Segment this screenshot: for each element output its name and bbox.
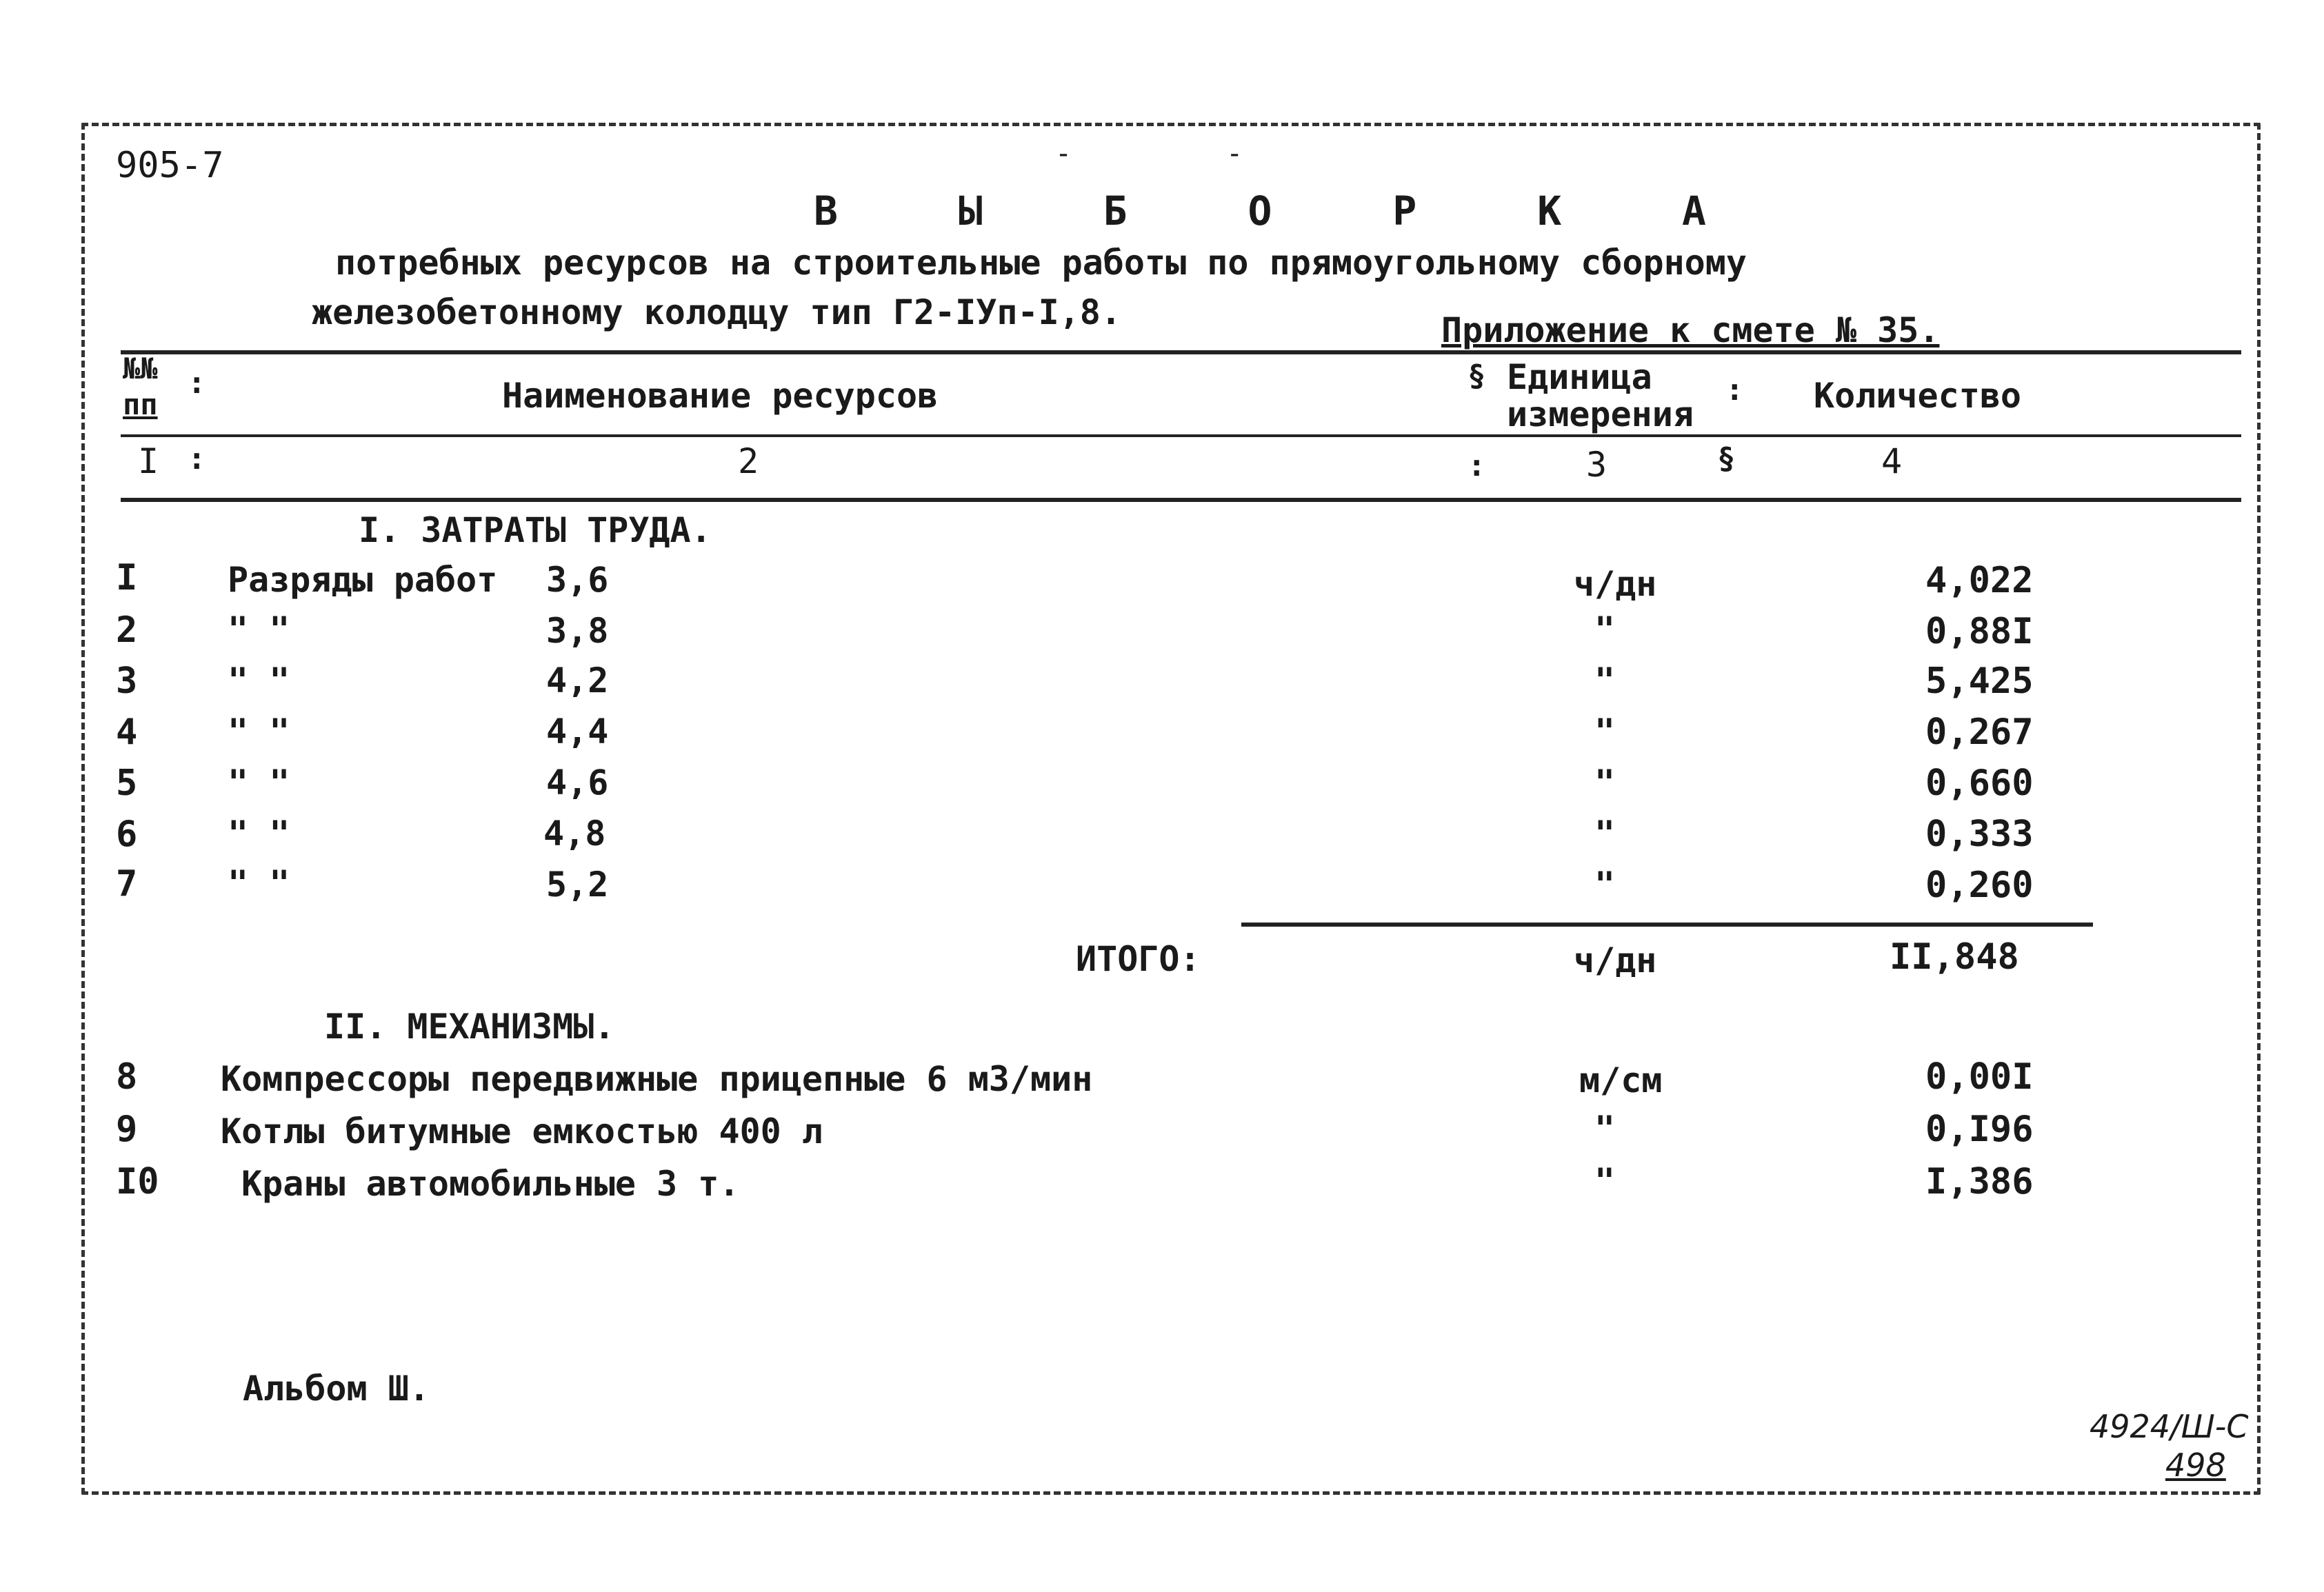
- row-unit: ": [1594, 814, 1616, 854]
- row-unit: м/см: [1579, 1060, 1663, 1100]
- row-number: 3: [116, 661, 138, 702]
- row-number: I: [116, 557, 138, 598]
- row-unit: ": [1594, 712, 1616, 752]
- appendix-reference: Приложение к смете № 35.: [1441, 310, 1940, 350]
- row-name: Краны автомобильные 3 т.: [241, 1164, 740, 1204]
- row-grade: 4,2: [546, 661, 609, 701]
- decorative-marks: ‐ ‐: [1055, 138, 1312, 170]
- row-unit: ": [1594, 609, 1616, 649]
- archive-stamp-line1: 4924/Ш-С: [2090, 1408, 2249, 1445]
- row-qty: 0,267: [1925, 712, 2034, 753]
- total-label: ИТОГО:: [1076, 939, 1201, 979]
- total-unit: ч/дн: [1574, 940, 1657, 980]
- header-separator: §: [1467, 359, 1486, 394]
- row-qty: 0,I96: [1925, 1109, 2034, 1150]
- header-num-label-2: пп: [123, 387, 158, 421]
- row-qty: 0,660: [1925, 763, 2034, 804]
- row-number: 6: [116, 814, 138, 855]
- header-unit-label-1: Единица: [1507, 357, 1652, 397]
- header-separator: :: [1725, 372, 1744, 407]
- row-unit: ": [1594, 1109, 1616, 1149]
- row-qty: I,386: [1925, 1161, 2034, 1202]
- row-name: Разряды работ: [228, 560, 498, 600]
- row-qty: 0,00I: [1925, 1056, 2034, 1098]
- row-grade: 3,8: [546, 611, 609, 651]
- document-number: 905-7: [116, 145, 224, 186]
- document-subtitle-line2: железобетонному колодцу тип Г2-IУп-I,8.: [312, 292, 1121, 332]
- row-number: 7: [116, 863, 138, 905]
- col-separator: §: [1717, 441, 1736, 476]
- row-qty: 0,333: [1925, 814, 2034, 855]
- row-unit: ": [1594, 763, 1616, 803]
- document-title: В Ы Б О Р К А: [814, 188, 1754, 234]
- row-number: 4: [116, 712, 138, 753]
- row-unit: ч/дн: [1574, 564, 1657, 604]
- row-name: " ": [228, 712, 290, 752]
- row-number: 2: [116, 609, 138, 651]
- album-label: Альбом Ш.: [243, 1369, 430, 1409]
- row-qty: 4,022: [1925, 560, 2034, 601]
- row-grade: 4,8: [543, 814, 606, 854]
- row-qty: 5,425: [1925, 661, 2034, 702]
- header-bottom-rule: [121, 434, 2241, 437]
- row-unit: ": [1594, 865, 1616, 905]
- header-num-label-1: №№: [123, 352, 158, 385]
- row-number: 9: [116, 1109, 138, 1150]
- row-grade: 4,6: [546, 763, 609, 803]
- section-labor-title: I. ЗАТРАТЫ ТРУДА.: [359, 510, 712, 550]
- document-subtitle-line1: потребных ресурсов на строительные работы по прямоугольному сборному: [335, 243, 1747, 283]
- row-number: 8: [116, 1056, 138, 1098]
- row-name: Компрессоры передвижные прицепные 6 м3/мин: [221, 1059, 1093, 1099]
- row-qty: 0,88I: [1925, 611, 2034, 652]
- col-number-4: 4: [1881, 441, 1903, 481]
- row-name: " ": [228, 609, 290, 649]
- row-name: " ": [228, 763, 290, 803]
- row-grade: 5,2: [546, 865, 609, 905]
- row-number: I0: [116, 1161, 159, 1202]
- archive-stamp-line2: 498: [2165, 1447, 2226, 1484]
- header-name-label: Наименование ресурсов: [502, 376, 939, 416]
- row-qty: 0,260: [1925, 865, 2034, 906]
- row-name: " ": [228, 814, 290, 854]
- header-separator: :: [188, 365, 206, 401]
- total-qty: II,848: [1890, 936, 2019, 978]
- row-unit: ": [1594, 661, 1616, 701]
- total-rule: [1241, 923, 2093, 927]
- header-qty-label: Количество: [1814, 376, 2022, 416]
- row-name: Котлы битумные емкостью 400 л: [221, 1111, 823, 1151]
- header-unit-label-2: измерения: [1507, 394, 1694, 434]
- row-name: " ": [228, 661, 290, 701]
- table-top-rule: [121, 350, 2241, 354]
- row-grade: 4,4: [546, 712, 609, 752]
- col-separator: :: [1467, 448, 1486, 483]
- row-unit: ": [1594, 1161, 1616, 1201]
- col-numbers-bottom-rule: [121, 498, 2241, 502]
- section-machinery-title: II. МЕХАНИЗМЫ.: [324, 1007, 615, 1047]
- col-number-1: I: [138, 441, 159, 481]
- row-number: 5: [116, 763, 138, 804]
- row-grade: 3,6: [546, 560, 609, 600]
- col-separator: :: [188, 441, 206, 476]
- col-number-3: 3: [1586, 445, 1607, 485]
- row-name: " ": [228, 863, 290, 903]
- col-number-2: 2: [738, 441, 759, 481]
